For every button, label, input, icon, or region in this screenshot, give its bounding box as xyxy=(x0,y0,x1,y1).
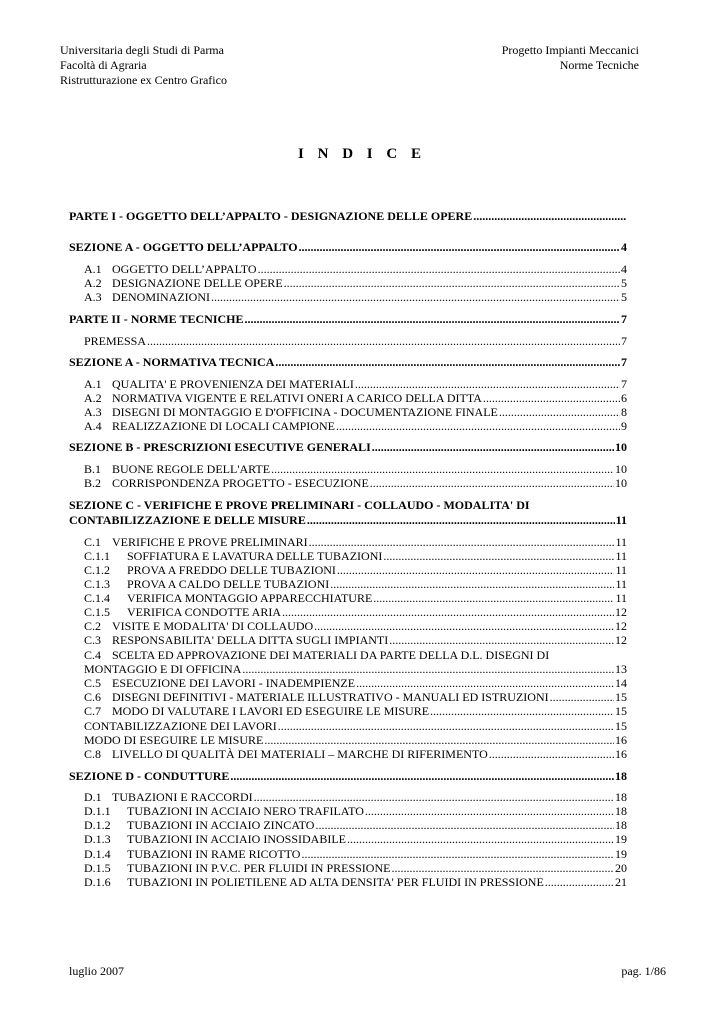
toc-page-number: 10 xyxy=(615,440,627,454)
toc-entry-title: CONTABILIZZAZIONE DEI LAVORI xyxy=(84,719,277,733)
dot-leader xyxy=(230,769,614,783)
toc-entry-title: DISEGNI DI MONTAGGIO E D'OFFICINA - DOCUMENTAZIONE FINALE xyxy=(112,405,498,419)
toc-entry[interactable] xyxy=(84,704,627,718)
toc-entry-number: C.1 xyxy=(84,535,102,549)
toc-entry[interactable] xyxy=(84,747,627,761)
toc-entry-label xyxy=(84,619,313,633)
toc-entry-label xyxy=(84,262,257,276)
dot-leader xyxy=(271,462,614,476)
dot-leader xyxy=(430,704,614,718)
toc-page-number: 12 xyxy=(615,619,627,633)
dot-leader xyxy=(347,832,614,846)
toc-entry-title: PARTE II - NORME TECNICHE xyxy=(69,312,244,326)
dot-leader xyxy=(499,405,620,419)
toc-entry-number: B.2 xyxy=(84,476,102,490)
dot-leader xyxy=(258,262,620,276)
toc-page-number: 4 xyxy=(621,262,627,276)
toc-page-number: 11 xyxy=(615,549,627,563)
dot-leader xyxy=(315,818,614,832)
toc-entry[interactable] xyxy=(84,563,627,577)
toc-entry[interactable] xyxy=(84,262,627,276)
toc-page-number: 11 xyxy=(615,535,627,549)
toc-entry[interactable] xyxy=(69,769,627,783)
toc-entry-label xyxy=(69,513,306,527)
toc-entry-title: SOFFIATURA E LAVATURA DELLE TUBAZIONI xyxy=(127,549,383,563)
dot-leader xyxy=(245,312,621,326)
toc-entry[interactable] xyxy=(69,513,627,527)
toc-entry-number: C.6 xyxy=(84,690,102,704)
toc-entry-title: VERIFICA CONDOTTE ARIA xyxy=(127,605,282,619)
dot-leader xyxy=(284,276,620,290)
toc-entry-number: A.1 xyxy=(84,262,102,276)
header-right xyxy=(502,43,639,73)
dot-leader xyxy=(211,290,620,304)
toc-entry-number: C.7 xyxy=(84,704,102,718)
toc-entry[interactable] xyxy=(84,690,627,704)
toc-entry-title: PROVA A CALDO DELLE TUBAZIONI xyxy=(127,577,330,591)
toc-entry-number: C.1.3 xyxy=(84,577,111,591)
header-left xyxy=(60,43,227,88)
dot-leader xyxy=(391,861,614,875)
toc-entry-number: D.1.1 xyxy=(84,804,111,818)
toc-entry[interactable] xyxy=(84,790,627,804)
toc-entry-number: C.3 xyxy=(84,633,102,647)
toc-entry-label xyxy=(84,591,372,605)
toc-entry-label xyxy=(84,377,354,391)
toc-entry-title: TUBAZIONI IN POLIETILENE AD ALTA DENSITA' PER FLUIDI IN PRESSIONE xyxy=(127,875,544,889)
dot-leader xyxy=(545,875,614,889)
toc-entry[interactable] xyxy=(84,633,627,647)
toc-entry-number: C.5 xyxy=(84,676,102,690)
toc-entry[interactable] xyxy=(84,847,627,861)
toc-entry-number: D.1.6 xyxy=(84,875,111,889)
toc-entry-title: VERIFICA MONTAGGIO APPARECCHIATURE xyxy=(127,591,373,605)
toc-entry-label xyxy=(84,462,270,476)
toc-entry-label xyxy=(69,498,530,512)
toc-page-number: 16 xyxy=(615,733,627,747)
toc-entry-number: A.3 xyxy=(84,405,102,419)
dot-leader xyxy=(309,535,615,549)
toc-page-number: 10 xyxy=(615,462,627,476)
toc-entry-title: DENOMINAZIONI xyxy=(112,290,210,304)
toc-page-number: 20 xyxy=(615,861,627,875)
toc-entry-label xyxy=(84,334,146,348)
toc-entry-title: TUBAZIONI IN ACCIAIO INOSSIDABILE xyxy=(127,832,346,846)
toc-entry[interactable] xyxy=(84,832,627,846)
toc-entry-number: A.2 xyxy=(84,276,102,290)
toc-page-number: 13 xyxy=(615,662,627,676)
toc-entry-label xyxy=(84,704,429,718)
toc-entry-number: B.1 xyxy=(84,462,102,476)
header-doc-type: Norme Tecniche xyxy=(559,58,639,72)
toc-page-number: 4 xyxy=(621,240,627,254)
toc-entry[interactable] xyxy=(69,209,627,223)
toc-entry-label xyxy=(84,790,253,804)
toc-entry[interactable] xyxy=(69,440,627,454)
toc-page-number: 18 xyxy=(615,818,627,832)
toc-entry-number: A.2 xyxy=(84,391,102,405)
toc-page-number: 11 xyxy=(615,563,627,577)
toc-entry[interactable] xyxy=(84,290,627,304)
toc-entry-number: A.4 xyxy=(84,419,102,433)
footer-page-number: pag. 1/86 xyxy=(621,964,666,978)
toc-entry-label xyxy=(84,633,388,647)
dot-leader xyxy=(278,719,614,733)
dot-leader xyxy=(242,662,614,676)
toc-entry-label xyxy=(69,440,371,454)
dot-leader xyxy=(299,240,620,254)
toc-entry-title: BUONE REGOLE DELL'ARTE xyxy=(112,462,271,476)
toc-entry-label xyxy=(69,769,229,783)
dot-leader xyxy=(365,804,614,818)
toc-page-number: 5 xyxy=(621,276,627,290)
dot-leader xyxy=(314,619,614,633)
toc-entry-title: MODO DI ESEGUIRE LE MISURE xyxy=(84,733,264,747)
toc-entry[interactable] xyxy=(84,648,627,662)
toc-entry-number: C.1.5 xyxy=(84,605,111,619)
toc-entry-title: SEZIONE C - VERIFICHE E PROVE PRELIMINARI - COLLAUDO - MODALITA' DI xyxy=(69,498,530,512)
toc-entry-title: RESPONSABILITA' DELLA DITTA SUGLI IMPIANTI xyxy=(112,633,389,647)
toc-entry[interactable] xyxy=(84,719,627,733)
toc-entry[interactable] xyxy=(69,240,627,254)
toc-entry[interactable] xyxy=(84,676,627,690)
toc-entry[interactable] xyxy=(84,818,627,832)
toc-entry-label xyxy=(84,690,549,704)
toc-entry-title: TUBAZIONI E RACCORDI xyxy=(112,790,253,804)
toc-entry-title: DISEGNI DEFINITIVI - MATERIALE ILLUSTRATIVO - MANUALI ED ISTRUZIONI xyxy=(112,690,549,704)
toc-entry[interactable] xyxy=(84,377,627,391)
toc-entry-title: SEZIONE B - PRESCRIZIONI ESECUTIVE GENERALI xyxy=(69,440,371,454)
dot-leader xyxy=(301,847,614,861)
dot-leader xyxy=(355,377,620,391)
toc-entry-label xyxy=(84,476,369,490)
header-university: Universitaria degli Studi di Parma xyxy=(60,43,224,57)
toc-entry[interactable] xyxy=(84,605,627,619)
dot-leader xyxy=(489,747,614,761)
toc-entry-number: C.1.2 xyxy=(84,563,111,577)
toc-page-number: 18 xyxy=(615,790,627,804)
toc-entry-label xyxy=(84,535,308,549)
toc-entry-label xyxy=(84,648,549,662)
toc-entry-label xyxy=(69,355,274,369)
header-doc-project: Progetto Impianti Meccanici xyxy=(501,43,639,57)
toc-page-number: 7 xyxy=(621,377,627,391)
toc-entry-title: PARTE I - OGGETTO DELL’APPALTO - DESIGNAZIONE DELLE OPERE xyxy=(69,209,473,223)
toc-entry[interactable] xyxy=(84,577,627,591)
dot-leader xyxy=(282,605,614,619)
toc-entry-label xyxy=(84,577,329,591)
toc-entry-label xyxy=(84,832,346,846)
dot-leader xyxy=(336,419,620,433)
toc-page-number: 11 xyxy=(615,591,627,605)
toc-entry-title: MONTAGGIO E DI OFFICINA xyxy=(84,662,242,676)
toc-entry-title: SCELTA ED APPROVAZIONE DEI MATERIALI DA PARTE DELLA D.L. DISEGNI DI xyxy=(112,648,550,662)
toc-entry-label xyxy=(84,290,210,304)
toc-page-number: 18 xyxy=(615,804,627,818)
toc-entry-label xyxy=(69,209,472,223)
toc-entry-label xyxy=(84,818,314,832)
toc-entry-label xyxy=(84,733,263,747)
toc-entry-title: PROVA A FREDDO DELLE TUBAZIONI xyxy=(127,563,336,577)
toc-entry-label xyxy=(84,747,488,761)
toc-entry-title: TUBAZIONI IN P.V.C. PER FLUIDI IN PRESSIONE xyxy=(127,861,391,875)
toc-entry-title: TUBAZIONI IN ACCIAIO ZINCATO xyxy=(127,818,315,832)
toc-page-number: 15 xyxy=(615,719,627,733)
toc-entry[interactable] xyxy=(84,804,627,818)
toc-page-number: 10 xyxy=(615,476,627,490)
toc-page-number: 18 xyxy=(615,769,627,783)
toc-entry[interactable] xyxy=(69,312,627,326)
toc-entry-number: D.1.2 xyxy=(84,818,111,832)
toc-entry-title: REALIZZAZIONE DI LOCALI CAMPIONE xyxy=(112,419,335,433)
toc-entry-title: SEZIONE A - OGGETTO DELL’APPALTO xyxy=(69,240,298,254)
toc-entry[interactable] xyxy=(84,875,627,889)
dot-leader xyxy=(373,591,614,605)
toc-entry-number: D.1 xyxy=(84,790,102,804)
toc-entry-number: A.3 xyxy=(84,290,102,304)
toc-entry-label xyxy=(84,419,335,433)
toc-page-number: 11 xyxy=(615,577,627,591)
toc-entry-label xyxy=(84,405,498,419)
toc-page-number: 15 xyxy=(615,690,627,704)
toc-entry-label xyxy=(84,549,382,563)
header-project: Ristrutturazione ex Centro Grafico xyxy=(60,73,227,87)
toc-entry-title: LIVELLO DI QUALITÀ DEI MATERIALI – MARCHE DI RIFERIMENTO xyxy=(112,747,488,761)
toc-entry[interactable] xyxy=(84,619,627,633)
toc-entry-label xyxy=(84,847,300,861)
toc-page-number: 7 xyxy=(621,312,627,326)
dot-leader xyxy=(356,676,614,690)
toc-entry-title: TUBAZIONI IN RAME RICOTTO xyxy=(127,847,301,861)
header-faculty: Facoltà di Agraria xyxy=(60,58,147,72)
footer-date: luglio 2007 xyxy=(69,964,125,978)
toc-page-number: 15 xyxy=(615,704,627,718)
toc-page-number: 6 xyxy=(621,391,627,405)
toc-entry-title: ESECUZIONE DEI LAVORI - INADEMPIENZE xyxy=(112,676,356,690)
toc-page-number: 5 xyxy=(621,290,627,304)
page-title: I N D I C E xyxy=(298,146,426,162)
dot-leader xyxy=(275,355,620,369)
dot-leader xyxy=(307,513,615,527)
toc-entry[interactable] xyxy=(69,498,627,512)
toc-entry-label xyxy=(84,804,364,818)
toc-entry[interactable] xyxy=(84,535,627,549)
toc-entry-title: QUALITA' E PROVENIENZA DEI MATERIALI xyxy=(112,377,354,391)
toc-page-number: 7 xyxy=(621,355,627,369)
toc-entry-label xyxy=(84,276,283,290)
toc-page-number: 8 xyxy=(621,405,627,419)
toc-entry-title: VISITE E MODALITA' DI COLLAUDO xyxy=(112,619,314,633)
toc-entry-label xyxy=(69,312,244,326)
toc-entry-title: OGGETTO DELL’APPALTO xyxy=(112,262,257,276)
dot-leader xyxy=(483,391,620,405)
toc-entry-number: D.1.4 xyxy=(84,847,111,861)
toc-entry-title: DESIGNAZIONE DELLE OPERE xyxy=(112,276,283,290)
toc-entry[interactable] xyxy=(84,419,627,433)
dot-leader xyxy=(383,549,614,563)
toc-entry-label xyxy=(84,391,482,405)
toc-entry-title: TUBAZIONI IN ACCIAIO NERO TRAFILATO xyxy=(127,804,364,818)
toc-entry-label xyxy=(84,719,277,733)
toc-page-number: 16 xyxy=(615,747,627,761)
toc-page-number: 21 xyxy=(615,875,627,889)
toc-page-number: 12 xyxy=(615,633,627,647)
toc-entry[interactable] xyxy=(84,662,627,676)
toc-page-number: 19 xyxy=(615,832,627,846)
dot-leader xyxy=(389,633,614,647)
toc-page-number: 14 xyxy=(615,676,627,690)
dot-leader xyxy=(147,334,620,348)
toc-entry-title: SEZIONE D - CONDUTTURE xyxy=(69,769,230,783)
toc-entry-title: PREMESSA xyxy=(84,334,147,348)
toc-entry-title: CORRISPONDENZA PROGETTO - ESECUZIONE xyxy=(112,476,369,490)
toc-entry-title: NORMATIVA VIGENTE E RELATIVI ONERI A CARICO DELLA DITTA xyxy=(112,391,482,405)
dot-leader xyxy=(370,476,614,490)
toc-entry[interactable] xyxy=(84,276,627,290)
dot-leader xyxy=(330,577,614,591)
toc-entry[interactable] xyxy=(84,733,627,747)
toc-entry-label xyxy=(69,240,298,254)
toc-entry-label xyxy=(84,662,241,676)
toc-entry[interactable] xyxy=(84,591,627,605)
toc-entry[interactable] xyxy=(84,549,627,563)
dot-leader xyxy=(372,440,614,454)
toc-entry-number: C.1.1 xyxy=(84,549,111,563)
toc-entry[interactable] xyxy=(84,391,627,405)
toc-entry[interactable] xyxy=(84,476,627,490)
toc-entry-title: MODO DI VALUTARE I LAVORI ED ESEGUIRE LE MISURE xyxy=(112,704,430,718)
toc-entry[interactable] xyxy=(84,462,627,476)
toc-entry-number: C.4 xyxy=(84,648,102,662)
dot-leader xyxy=(337,563,615,577)
toc-entry-label xyxy=(84,563,336,577)
toc-entry-label xyxy=(84,605,281,619)
toc-entry[interactable] xyxy=(84,405,627,419)
toc-entry[interactable] xyxy=(84,334,627,348)
dot-leader xyxy=(254,790,614,804)
dot-leader xyxy=(473,209,626,223)
toc-entry-number: C.2 xyxy=(84,619,102,633)
toc-page-number: 9 xyxy=(621,419,627,433)
toc-entry-number: D.1.5 xyxy=(84,861,111,875)
toc-entry-label xyxy=(84,861,390,875)
toc-entry-title: SEZIONE A - NORMATIVA TECNICA xyxy=(69,355,275,369)
toc-entry[interactable] xyxy=(69,355,627,369)
toc-page-number: 11 xyxy=(615,513,627,527)
toc-entry-number: D.1.3 xyxy=(84,832,111,846)
toc-entry-title: VERIFICHE E PROVE PRELIMINARI xyxy=(112,535,308,549)
toc-entry-title: CONTABILIZZAZIONE E DELLE MISURE xyxy=(69,513,306,527)
toc-entry-label xyxy=(84,875,544,889)
dot-leader xyxy=(550,690,614,704)
toc-entry[interactable] xyxy=(84,861,627,875)
dot-leader xyxy=(264,733,614,747)
toc-page-number: 19 xyxy=(615,847,627,861)
toc-entry-number: C.8 xyxy=(84,747,102,761)
toc-entry-number: C.1.4 xyxy=(84,591,111,605)
toc-page-number: 7 xyxy=(621,334,627,348)
toc-entry-label xyxy=(84,676,355,690)
toc-page-number: 12 xyxy=(615,605,627,619)
toc-entry-number: A.1 xyxy=(84,377,102,391)
